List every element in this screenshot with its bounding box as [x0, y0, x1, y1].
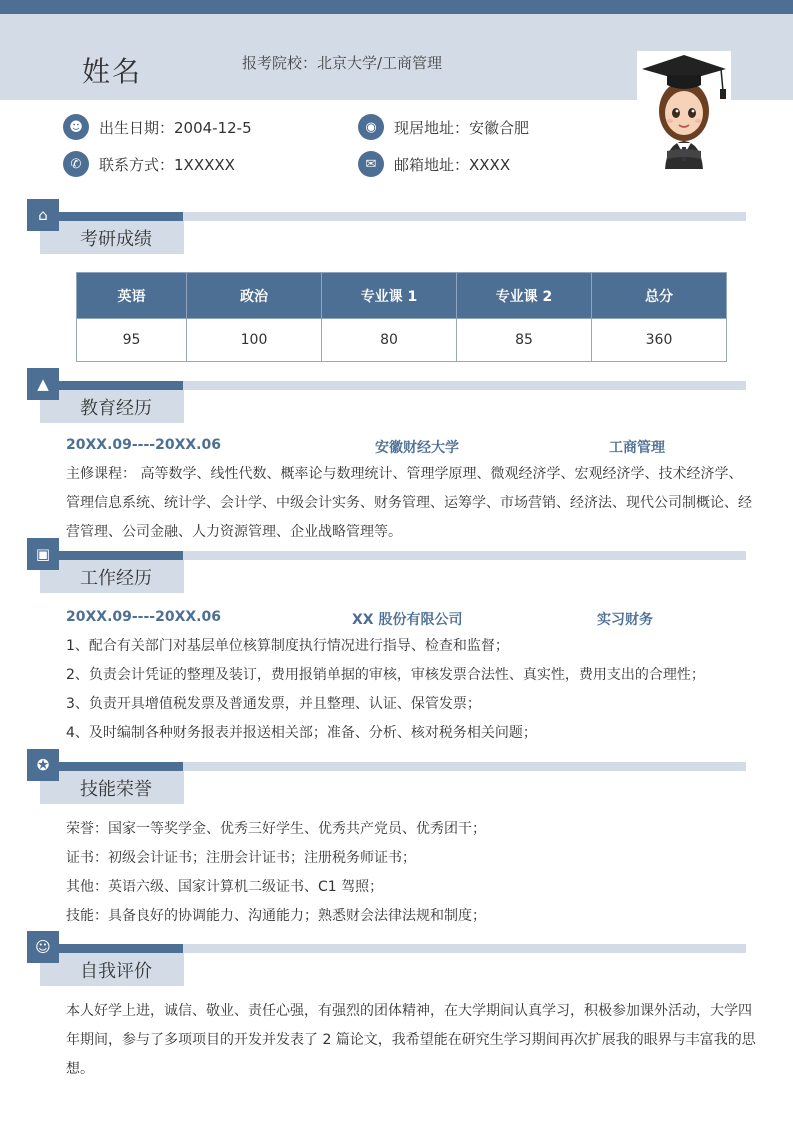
section-title-skills: 技能荣誉: [40, 771, 184, 804]
list-item: 1、配合有关部门对基层单位核算制度执行情况进行指导、检查和监督；: [66, 638, 509, 654]
work-role: 实习财务: [597, 612, 653, 628]
list-item: 3、负责开具增值税发票及普通发票，并且整理、认证、保管发票；: [66, 696, 481, 712]
table-header-cell: 总分: [592, 273, 727, 319]
section-divider: [40, 551, 746, 560]
section-divider: [40, 212, 746, 221]
section-title-education: 教育经历: [40, 390, 184, 423]
birth-date-row: [63, 114, 252, 140]
email-row: [358, 151, 510, 177]
section-title-scores: 考研成绩: [40, 221, 184, 254]
email: 邮箱地址：XXXX: [394, 155, 511, 174]
table-cell: 85: [457, 319, 592, 362]
phone-icon: ✆: [63, 151, 89, 177]
target-school: 报考院校：北京大学/工商管理: [242, 54, 443, 72]
section-divider: [40, 381, 746, 390]
avatar: [637, 51, 731, 169]
graduation-cap-icon: ▲: [27, 368, 59, 400]
education-school: 安徽财经大学: [375, 440, 459, 456]
table-header-row: [77, 273, 727, 319]
list-item: 2、负责会计凭证的整理及装订，费用报销单据的审核，审核发票合法性、真实性，费用支出的合理性；: [66, 667, 705, 683]
education-courses: 主修课程： 高等数学、线性代数、概率论与数理统计、管理学原理、微观经济学、宏观经济学、技术经济学、管理信息系统、统计学、会计学、中级会计实务、财务管理、运筹学、市场营销、经济法、现代公司制概论、经营管理、公司金融、人力资源管理、企业战略管理等。: [66, 466, 752, 540]
candidate-name: 姓名: [82, 55, 143, 88]
phone-row: [63, 151, 235, 177]
table-cell: 95: [77, 319, 187, 362]
work-duties: [66, 632, 756, 748]
table-header-cell: 专业课 1: [322, 273, 457, 319]
work-date: 20XX.09----20XX.06: [66, 609, 221, 625]
table-cell: 360: [592, 319, 727, 362]
person-icon: ☻: [63, 114, 89, 140]
birth-date: 出生日期：2004-12-5: [99, 118, 252, 137]
section-title-work: 工作经历: [40, 560, 184, 593]
briefcase-icon: ▣: [27, 538, 59, 570]
mail-icon: ✉: [358, 151, 384, 177]
section-divider: [40, 762, 746, 771]
education-date: 20XX.09----20XX.06: [66, 437, 221, 453]
education-major: 工商管理: [609, 440, 665, 456]
table-header-cell: 政治: [187, 273, 322, 319]
section-divider: [40, 944, 746, 953]
list-item: 技能：具备良好的协调能力、沟通能力；熟悉财会法律法规和制度；: [66, 908, 486, 924]
section-title-self: 自我评价: [40, 953, 184, 986]
table-cell: 100: [187, 319, 322, 362]
top-bar: [0, 0, 793, 14]
table-cell: 80: [322, 319, 457, 362]
table-header-cell: 专业课 2: [457, 273, 592, 319]
home-icon: ⌂: [27, 199, 59, 231]
list-item: 证书：初级会计证书；注册会计证书；注册税务师证书；: [66, 850, 416, 866]
award-icon: ✪: [27, 749, 59, 781]
table-header-cell: 英语: [77, 273, 187, 319]
list-item: 其他：英语六级、国家计算机二级证书、C1 驾照；: [66, 879, 384, 895]
phone: 联系方式：1XXXXX: [99, 155, 235, 174]
address-row: [358, 114, 529, 140]
self-evaluation: 本人好学上进，诚信、敬业、责任心强，有强烈的团体精神，在大学期间认真学习，积极参加课外活动，大学四年期间，参与了多项项目的开发并发表了 2 篇论文，我希望能在研究生学习期间再次扩展我的眼界与丰富我的思想。: [66, 1003, 756, 1077]
scores-table: [76, 272, 727, 362]
table-row: [77, 319, 727, 362]
location-icon: ◉: [358, 114, 384, 140]
work-company: XX 股份有限公司: [352, 612, 463, 628]
address: 现居地址：安徽合肥: [394, 118, 530, 137]
smile-icon: ☺: [27, 931, 59, 963]
list-item: 4、及时编制各种财务报表并报送相关部；准备、分析、核对税务相关问题；: [66, 725, 537, 741]
skills-list: [66, 815, 756, 931]
list-item: 荣誉：国家一等奖学金、优秀三好学生、优秀共产党员、优秀团干；: [66, 821, 486, 837]
